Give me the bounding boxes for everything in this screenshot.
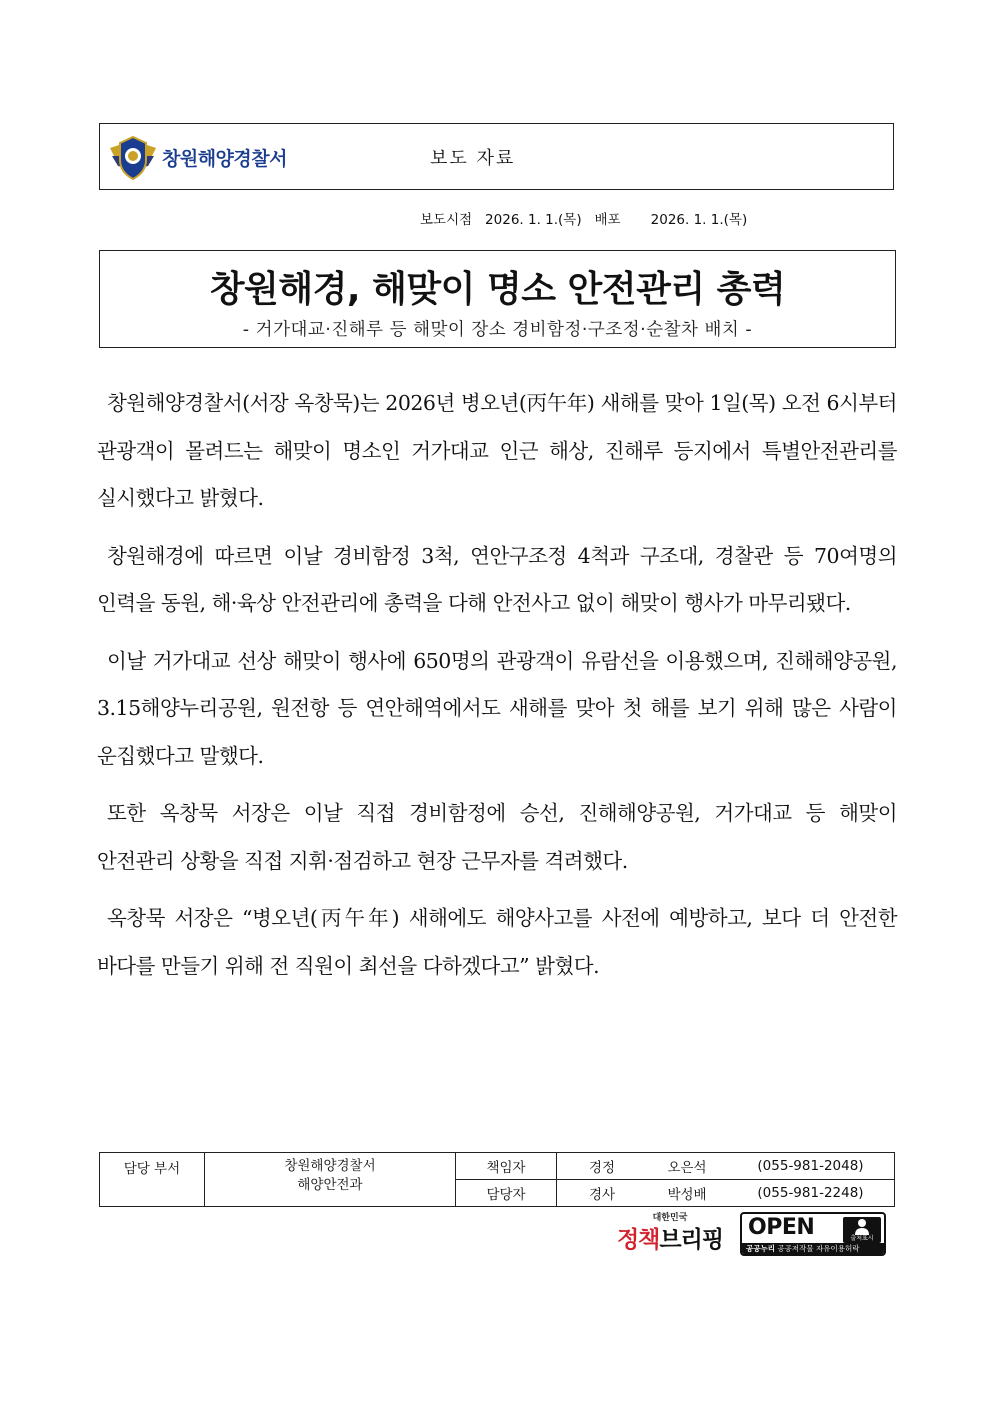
contact-phone: (055-981-2248) [727, 1180, 895, 1207]
paragraph-1: 창원해양경찰서(서장 옥창묵)는 2026년 병오년(丙午年) 새해를 맞아 1일(목) 오전 6시부터 관광객이 몰려드는 해맞이 명소인 거가대교 인근 해상, 진해루 등지에서 특별안전관리를 실시했다고 밝혔다. [97, 391, 897, 510]
org-name: 창원해양경찰서 [162, 148, 287, 170]
paragraph-4: 또한 옥창묵 서장은 이날 직접 경비함정에 승선, 진해해양공원, 거가대교 등 해맞이 안전관리 상황을 직접 지휘·점검하고 현장 근무자를 격려했다. [97, 801, 897, 873]
open-strip [742, 1243, 884, 1254]
korea-briefing-text: 브리핑 [659, 1227, 724, 1253]
headline: 창원해경, 해맞이 명소 안전관리 총력 [209, 269, 786, 310]
open-text: OPEN [748, 1215, 815, 1240]
attribution-person-icon [843, 1217, 881, 1243]
kogl-description: 공공저작물 자유이용허락 [777, 1244, 860, 1253]
body-text [97, 380, 897, 1000]
press-header [99, 123, 894, 190]
contact-rank: 경정 [557, 1153, 648, 1180]
kogl-open-badge [740, 1212, 886, 1256]
dept-name [205, 1153, 456, 1207]
contact-name: 오은석 [647, 1153, 727, 1180]
korea-briefing-small-text: 대한민국 [652, 1213, 688, 1223]
paragraph-2: 창원해경에 따르면 이날 경비함정 3척, 연안구조정 4척과 구조대, 경찰관 등 70여명의 인력을 동원, 해·육상 안전관리에 총력을 다해 안전사고 없이 해맞이 행사가 마무리됐다. [97, 543, 897, 615]
contact-phone: (055-981-2048) [727, 1153, 895, 1180]
dept-line-1: 창원해양경찰서 [284, 1158, 376, 1174]
korea-briefing-red-text: 정책 [616, 1227, 660, 1253]
contact-role: 책임자 [456, 1153, 557, 1180]
distribution-date: 2026. 1. 1.(목) [650, 212, 748, 228]
contact-role: 담당자 [456, 1180, 557, 1207]
paragraph-3: 이날 거가대교 선상 해맞이 행사에 650명의 관광객이 유람선을 이용했으며, 진해해양공원, 3.15해양누리공원, 원전항 등 연안해역에서도 새해를 맞아 첫 해를 보기 위해 많은 사람이 운집했다고 말했다. [97, 648, 897, 768]
paragraph-5: 옥창묵 서장은 “병오년(丙午年) 새해에도 해양사고를 사전에 예방하고, 보다 더 안전한 바다를 만들기 위해 전 직원이 최선을 다하겠다고” 밝혔다. [97, 906, 897, 978]
contact-rank: 경사 [557, 1180, 648, 1207]
attribution-label: 출처표시 [850, 1235, 874, 1242]
distribution-label: 배포 [594, 212, 621, 228]
footer-logos [612, 1210, 892, 1260]
kogl-label: 공공누리 [746, 1244, 775, 1253]
coast-guard-emblem-icon [108, 134, 158, 182]
dept-line-2: 해양안전과 [297, 1177, 363, 1193]
contact-table [99, 1152, 895, 1207]
doc-type: 보도 자료 [430, 148, 516, 169]
release-line [420, 208, 747, 228]
korea-briefing-logo [612, 1221, 728, 1254]
release-date: 2026. 1. 1.(목) [485, 212, 582, 228]
subheadline: - 거가대교·진해루 등 해맞이 장소 경비함정·구조정·순찰차 배치 - [242, 320, 753, 340]
release-label: 보도시점 [420, 212, 473, 228]
title-box [99, 250, 896, 348]
contact-name: 박성배 [647, 1180, 727, 1207]
dept-label: 담당 부서 [100, 1153, 205, 1207]
